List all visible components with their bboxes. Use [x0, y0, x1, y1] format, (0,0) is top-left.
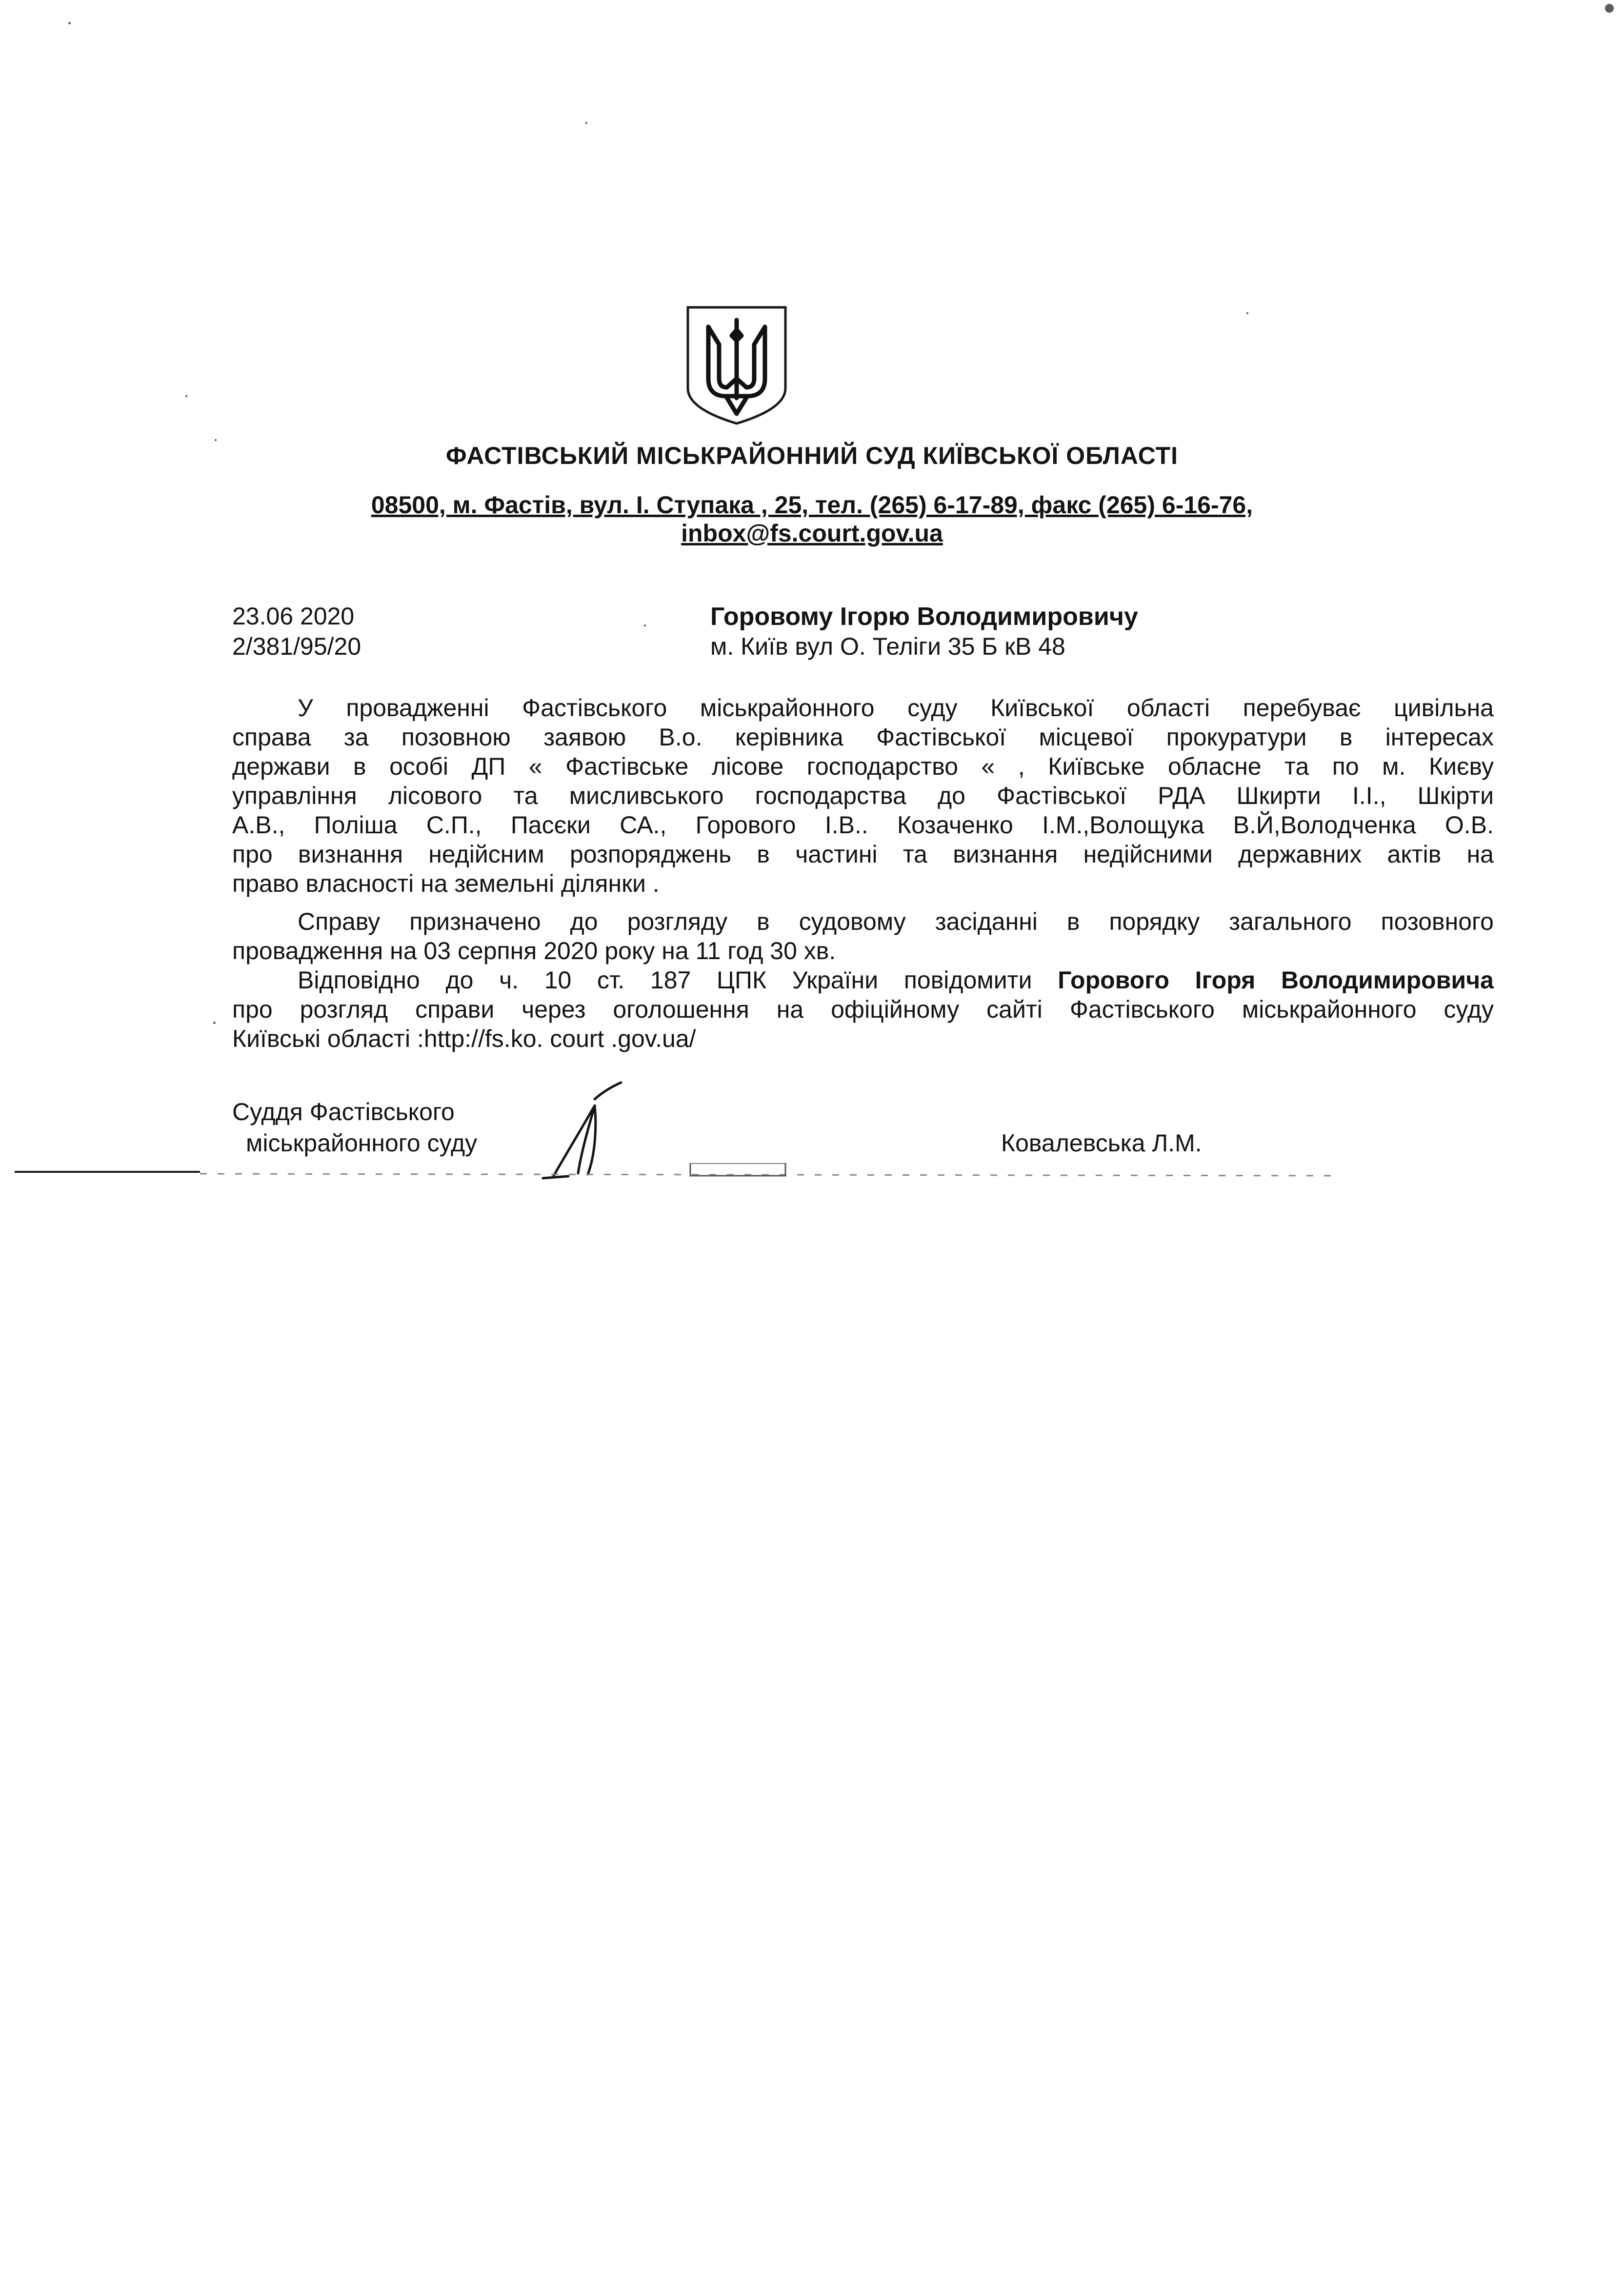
- scan-speck: [1246, 312, 1248, 314]
- defendant-name: Горового Ігоря Володимировича: [1058, 966, 1494, 994]
- body-line: про визнання недійсним розпоряджень в частині та визнання недійсними державних актів на: [232, 841, 1494, 868]
- body-line: право власності на земельні ділянки .: [232, 870, 660, 897]
- judge-name: Ковалевська Л.М.: [1001, 1129, 1202, 1157]
- body-line: управління лісового та мисливського господарства до Фастівської РДА Шкирти І.І., Шкірти: [232, 782, 1494, 809]
- scan-speck: [185, 395, 187, 397]
- body-line: Справу призначено до розгляду в судовому засіданні в порядку загального позовного: [298, 908, 1494, 935]
- scan-speck: [585, 122, 587, 124]
- scan-speck: [213, 1022, 216, 1024]
- body-line: держави в особі ДП « Фастівське лісове господарство « , Київське обласне та по м. Києву: [232, 753, 1494, 780]
- page-divider: [15, 1163, 1527, 1192]
- court-email-link[interactable]: inbox@fs.court.gov.ua: [681, 520, 943, 547]
- court-address: 08500, м. Фастів, вул. І. Ступака , 25, тел. (265) 6-17-89, факс (265) 6-16-76,: [371, 491, 1253, 519]
- body-line: про розгляд справи через оголошення на офіційному сайті Фастівського міськрайонного суду: [232, 996, 1494, 1023]
- notice-text: Відповідно до ч. 10 ст. 187 ЦПК України повідомити: [298, 966, 1058, 994]
- scan-speck: [644, 624, 646, 626]
- body-line: А.В., Поліша С.П., Пасєки СА., Горового І.В.. Козаченко І.М.,Волощука В.Й,Володченка О.В.: [232, 811, 1494, 839]
- scan-speck: [1605, 4, 1614, 13]
- court-name: ФАСТІВСЬКИЙ МІСЬКРАЙОННИЙ СУД КИЇВСЬКОЇ ОБЛАСТІ: [445, 442, 1179, 469]
- recipient-address: м. Київ вул О. Теліги 35 Б кВ 48: [710, 633, 1065, 660]
- scan-speck: [215, 439, 217, 441]
- recipient-name: Горовому Ігорю Володимировичу: [710, 603, 1138, 631]
- judge-title-line1: Суддя Фастівського: [232, 1098, 455, 1125]
- body-line: справа за позовною заявою В.о. керівника Фастівської місцевої прокуратури в інтересах: [232, 723, 1494, 751]
- trident-emblem-icon: [685, 305, 788, 425]
- scan-speck: [68, 22, 71, 24]
- body-line: У провадженні Фастівського міськрайонного суду Київської області перебуває цивільна: [298, 694, 1494, 722]
- document-number: 2/381/95/20: [232, 633, 361, 660]
- court-website-line: Київські області :http://fs.ko. court .gov.ua/: [232, 1025, 696, 1052]
- body-line: провадження на 03 серпня 2020 року на 11 год 30 хв.: [232, 937, 836, 964]
- body-line-notice: [298, 966, 1494, 994]
- judge-title-line2: міськрайонного суду: [246, 1129, 478, 1157]
- document-date: 23.06 2020: [232, 603, 355, 630]
